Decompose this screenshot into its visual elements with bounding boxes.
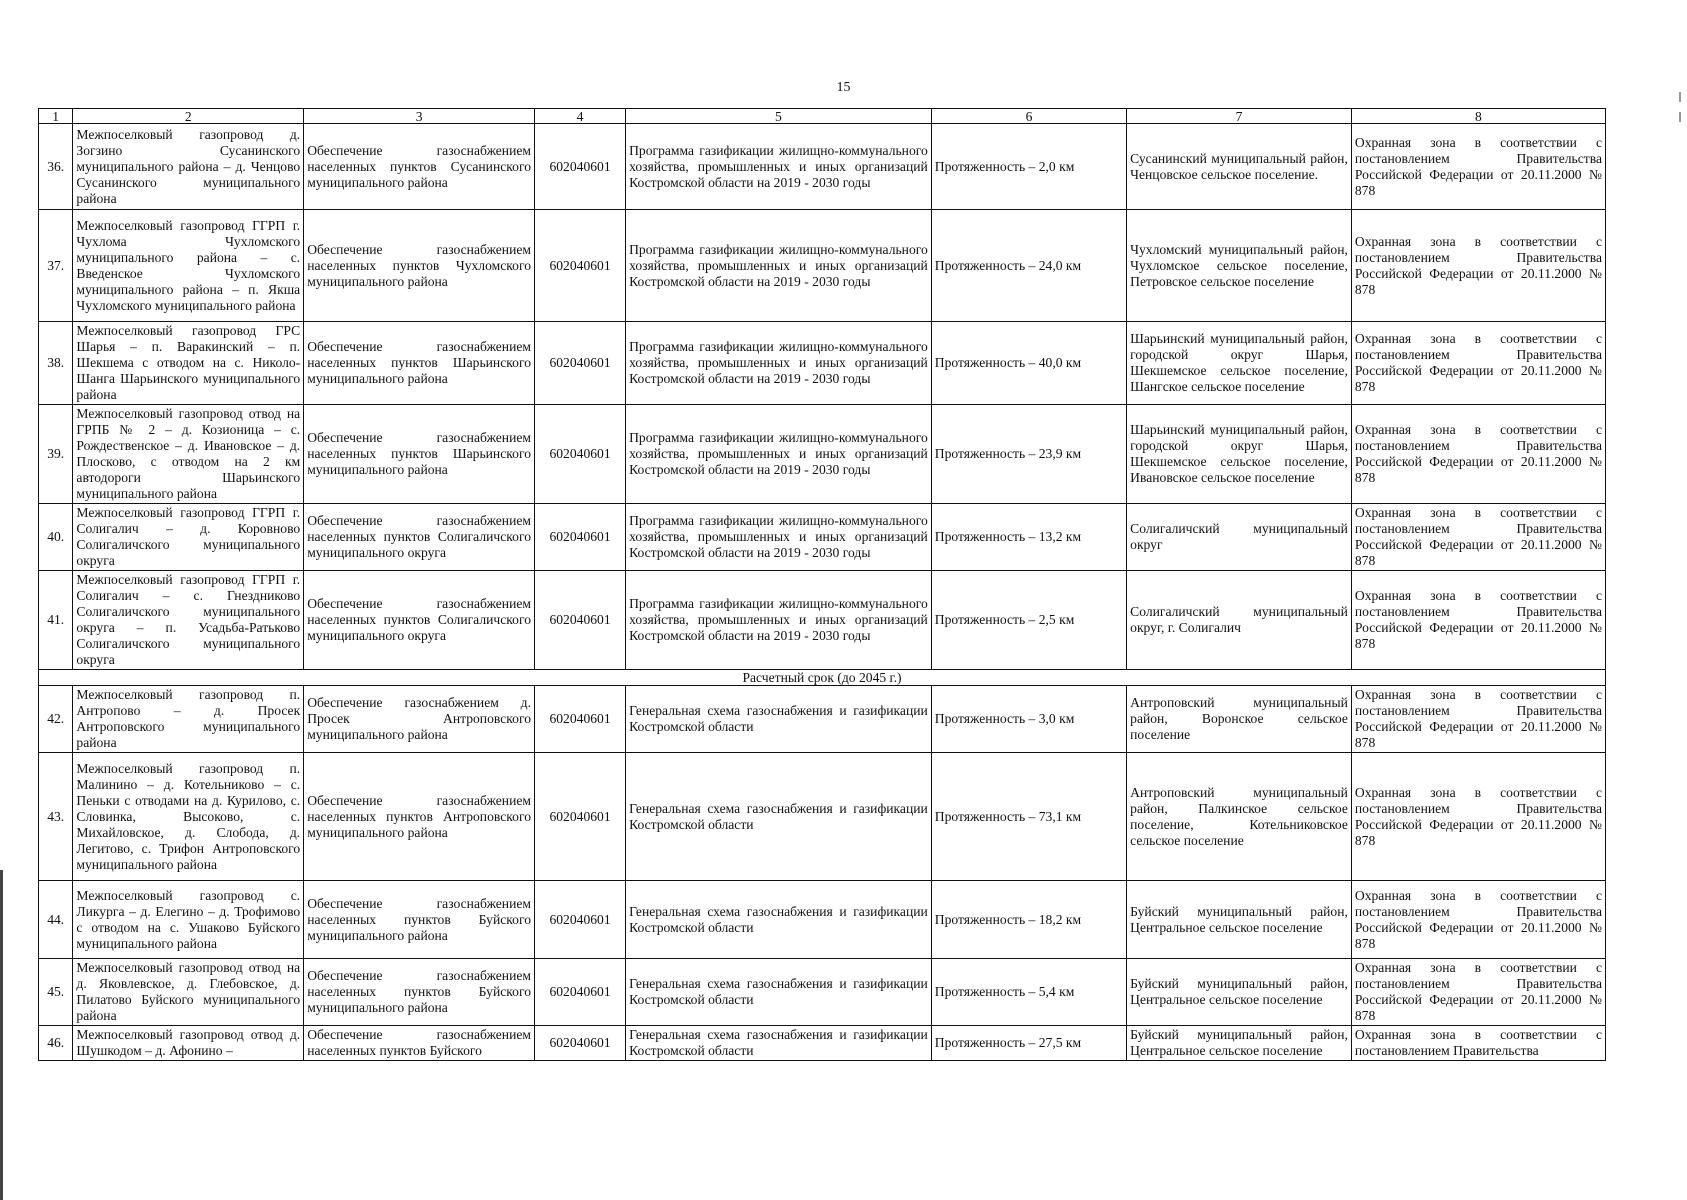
program-document: Программа газификации жилищно-коммунального хозяйства, промышленных и иных организаций Костромской области на 2019 - 2030 годы	[626, 322, 932, 405]
object-name: Межпоселковый газопровод отвод на д. Яковлевское, д. Глебовское, д. Пилатово Буйского муниципального района	[73, 959, 304, 1026]
page-number: 15	[836, 80, 851, 95]
object-name: Межпоселковый газопровод п. Антропово – д. Просек Антроповского муниципального района	[73, 686, 304, 753]
object-name: Межпоселковый газопровод ГГРП г. Чухлома Чухломского муниципального района – с. Введенское Чухломского муниципального района – п. Якша Чухломского муниципального района	[73, 210, 304, 322]
object-length: Протяженность – 5,4 км	[931, 959, 1126, 1026]
protection-zone: Охранная зона в соответствии с постановлением Правительства Российской Федерации от 20.11.2000 № 878	[1351, 753, 1605, 881]
table-row	[39, 124, 1606, 210]
object-location: Солигаличский муниципальный округ	[1127, 504, 1352, 571]
protection-zone: Охранная зона в соответствии с постановлением Правительства Российской Федерации от 20.11.2000 № 878	[1351, 571, 1605, 670]
object-location: Сусанинский муниципальный район, Ченцовское сельское поселение.	[1127, 124, 1352, 210]
protection-zone: Охранная зона в соответствии с постановлением Правительства Российской Федерации от 20.11.2000 № 878	[1351, 210, 1605, 322]
object-location: Солигаличский муниципальный округ, г. Солигалич	[1127, 571, 1352, 670]
table-row	[39, 686, 1606, 753]
gas-pipeline-table	[38, 108, 1606, 1061]
protection-zone: Охранная зона в соответствии с постановлением Правительства Российской Федерации от 20.11.2000 № 878	[1351, 322, 1605, 405]
program-document: Генеральная схема газоснабжения и газификации Костромской области	[626, 753, 932, 881]
table-row	[39, 753, 1606, 881]
row-number: 36.	[39, 124, 73, 210]
table-row	[39, 881, 1606, 959]
table-row	[39, 210, 1606, 322]
object-name: Межпоселковый газопровод отвод д. Шушкодом – д. Афонино –	[73, 1026, 304, 1061]
object-name: Межпоселковый газопровод ГГРП г. Солигалич – д. Коровново Солигаличского муниципального округа	[73, 504, 304, 571]
protection-zone: Охранная зона в соответствии с постановлением Правительства Российской Федерации от 20.11.2000 № 878	[1351, 881, 1605, 959]
table-row	[39, 322, 1606, 405]
object-length: Протяженность – 23,9 км	[931, 405, 1126, 504]
program-document: Генеральная схема газоснабжения и газификации Костромской области	[626, 1026, 932, 1061]
protection-zone: Охранная зона в соответствии с постановлением Правительства Российской Федерации от 20.11.2000 № 878	[1351, 504, 1605, 571]
protection-zone: Охранная зона в соответствии с постановлением Правительства Российской Федерации от 20.11.2000 № 878	[1351, 124, 1605, 210]
object-length: Протяженность – 18,2 км	[931, 881, 1126, 959]
object-purpose: Обеспечение газоснабжением населенных пунктов Солигаличского муниципального округа	[304, 504, 535, 571]
object-purpose: Обеспечение газоснабжением населенных пунктов Буйского	[304, 1026, 535, 1061]
object-code: 602040601	[535, 881, 626, 959]
object-name: Межпоселковый газопровод д. Зогзино Сусанинского муниципального района – д. Ченцово Сусанинского муниципального района	[73, 124, 304, 210]
section-row	[39, 670, 1606, 686]
object-purpose: Обеспечение газоснабжением населенных пунктов Солигаличского муниципального округа	[304, 571, 535, 670]
object-length: Протяженность – 2,5 км	[931, 571, 1126, 670]
object-code: 602040601	[535, 405, 626, 504]
object-location: Шарьинский муниципальный район, городской округ Шарья, Шекшемское сельское поселение, Ивановское сельское поселение	[1127, 405, 1352, 504]
object-name: Межпоселковый газопровод отвод на ГРПБ № 2 – д. Козионица – с. Рождественское – д. Ивановское – д. Плосково, с отводом на 2 км автодороги Шарьинского муниципального района	[73, 405, 304, 504]
object-location: Антроповский муниципальный район, Палкинское сельское поселение, Котельниковское сельское поселение	[1127, 753, 1352, 881]
object-code: 602040601	[535, 959, 626, 1026]
program-document: Генеральная схема газоснабжения и газификации Костромской области	[626, 959, 932, 1026]
protection-zone: Охранная зона в соответствии с постановлением Правительства Российской Федерации от 20.11.2000 № 878	[1351, 959, 1605, 1026]
table-section	[39, 670, 1606, 686]
object-purpose: Обеспечение газоснабжением населенных пунктов Буйского муниципального района	[304, 881, 535, 959]
object-purpose: Обеспечение газоснабжением населенных пунктов Шарьинского муниципального района	[304, 405, 535, 504]
column-header: 1	[39, 109, 73, 124]
row-number: 45.	[39, 959, 73, 1026]
row-number: 38.	[39, 322, 73, 405]
program-document: Генеральная схема газоснабжения и газификации Костромской области	[626, 881, 932, 959]
table-row	[39, 571, 1606, 670]
object-location: Буйский муниципальный район, Центральное сельское поселение	[1127, 881, 1352, 959]
protection-zone: Охранная зона в соответствии с постановлением Правительства	[1351, 1026, 1605, 1061]
object-code: 602040601	[535, 504, 626, 571]
object-purpose: Обеспечение газоснабжением населенных пунктов Чухломского муниципального района	[304, 210, 535, 322]
table-row	[39, 504, 1606, 571]
object-purpose: Обеспечение газоснабжением д. Просек Антроповского муниципального района	[304, 686, 535, 753]
scan-margin-mark	[1679, 112, 1681, 122]
row-number: 42.	[39, 686, 73, 753]
object-purpose: Обеспечение газоснабжением населенных пунктов Сусанинского муниципального района	[304, 124, 535, 210]
row-number: 46.	[39, 1026, 73, 1061]
object-purpose: Обеспечение газоснабжением населенных пунктов Буйского муниципального района	[304, 959, 535, 1026]
object-name: Межпоселковый газопровод п. Малинино – д. Котельниково – с. Пеньки с отводами на д. Курилово, с. Словинка, Высоково, с. Михайловское, д. Слобода, д. Легитово, с. Трифон Антроповского муниципального района	[73, 753, 304, 881]
program-document: Генеральная схема газоснабжения и газификации Костромской области	[626, 686, 932, 753]
table-row	[39, 405, 1606, 504]
row-number: 43.	[39, 753, 73, 881]
protection-zone: Охранная зона в соответствии с постановлением Правительства Российской Федерации от 20.11.2000 № 878	[1351, 405, 1605, 504]
program-document: Программа газификации жилищно-коммунального хозяйства, промышленных и иных организаций Костромской области на 2019 - 2030 годы	[626, 124, 932, 210]
object-code: 602040601	[535, 571, 626, 670]
row-number: 41.	[39, 571, 73, 670]
object-location: Антроповский муниципальный район, Воронское сельское поселение	[1127, 686, 1352, 753]
program-document: Программа газификации жилищно-коммунального хозяйства, промышленных и иных организаций Костромской области на 2019 - 2030 годы	[626, 210, 932, 322]
column-header: 3	[304, 109, 535, 124]
row-number: 40.	[39, 504, 73, 571]
object-length: Протяженность – 13,2 км	[931, 504, 1126, 571]
program-document: Программа газификации жилищно-коммунального хозяйства, промышленных и иных организаций Костромской области на 2019 - 2030 годы	[626, 571, 932, 670]
table-row	[39, 1026, 1606, 1061]
header-row	[39, 109, 1606, 124]
object-length: Протяженность – 73,1 км	[931, 753, 1126, 881]
row-number: 39.	[39, 405, 73, 504]
column-header: 4	[535, 109, 626, 124]
scan-edge-mark	[0, 870, 3, 1200]
object-length: Протяженность – 40,0 км	[931, 322, 1126, 405]
row-number: 44.	[39, 881, 73, 959]
row-number: 37.	[39, 210, 73, 322]
table-body-first-stage	[39, 124, 1606, 670]
object-code: 602040601	[535, 322, 626, 405]
object-name: Межпоселковый газопровод ГГРП г. Солигалич – с. Гнездниково Солигаличского муниципального округа – п. Усадьба-Ратьково Солигаличского муниципального округа	[73, 571, 304, 670]
object-location: Шарьинский муниципальный район, городской округ Шарья, Шекшемское сельское поселение, Шангское сельское поселение	[1127, 322, 1352, 405]
object-location: Буйский муниципальный район, Центральное сельское поселение	[1127, 1026, 1352, 1061]
program-document: Программа газификации жилищно-коммунального хозяйства, промышленных и иных организаций Костромской области на 2019 - 2030 годы	[626, 405, 932, 504]
column-header: 6	[931, 109, 1126, 124]
object-code: 602040601	[535, 1026, 626, 1061]
object-code: 602040601	[535, 753, 626, 881]
object-purpose: Обеспечение газоснабжением населенных пунктов Антроповского муниципального района	[304, 753, 535, 881]
scan-margin-mark	[1679, 92, 1681, 102]
protection-zone: Охранная зона в соответствии с постановлением Правительства Российской Федерации от 20.11.2000 № 878	[1351, 686, 1605, 753]
object-code: 602040601	[535, 686, 626, 753]
object-location: Чухломский муниципальный район, Чухломское сельское поселение, Петровское сельское поселение	[1127, 210, 1352, 322]
object-length: Протяженность – 3,0 км	[931, 686, 1126, 753]
object-length: Протяженность – 24,0 км	[931, 210, 1126, 322]
object-location: Буйский муниципальный район, Центральное сельское поселение	[1127, 959, 1352, 1026]
object-length: Протяженность – 27,5 км	[931, 1026, 1126, 1061]
object-code: 602040601	[535, 124, 626, 210]
column-header: 5	[626, 109, 932, 124]
table-body-design-period	[39, 686, 1606, 1061]
object-purpose: Обеспечение газоснабжением населенных пунктов Шарьинского муниципального района	[304, 322, 535, 405]
column-header: 8	[1351, 109, 1605, 124]
object-code: 602040601	[535, 210, 626, 322]
column-header: 2	[73, 109, 304, 124]
section-title: Расчетный срок (до 2045 г.)	[39, 670, 1606, 686]
column-header: 7	[1127, 109, 1352, 124]
object-name: Межпоселковый газопровод ГРС Шарья – п. Варакинский – п. Шекшема с отводом на с. Николо-Шанга Шарьинского муниципального района	[73, 322, 304, 405]
object-name: Межпоселковый газопровод с. Ликурга – д. Елегино – д. Трофимово с отводом на с. Ушаково Буйского муниципального района	[73, 881, 304, 959]
table-row	[39, 959, 1606, 1026]
program-document: Программа газификации жилищно-коммунального хозяйства, промышленных и иных организаций Костромской области на 2019 - 2030 годы	[626, 504, 932, 571]
object-length: Протяженность – 2,0 км	[931, 124, 1126, 210]
